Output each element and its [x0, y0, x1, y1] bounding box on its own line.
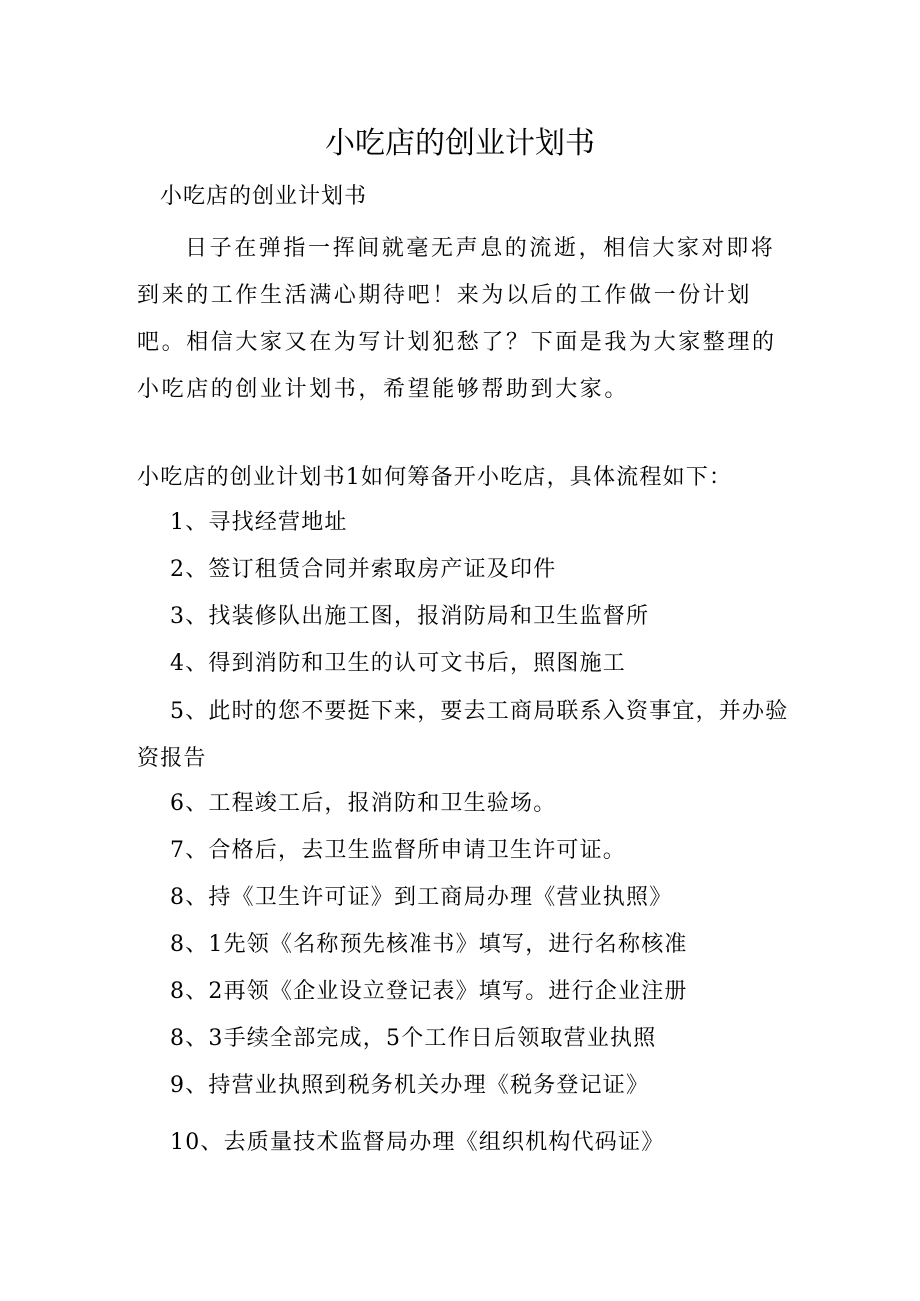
step-item: 7、合格后，去卫生监督所申请卫生许可证。 — [170, 838, 626, 863]
intro-paragraph: 日子在弹指一挥间就毫无声息的流逝，相信大家对即将到来的工作生活满心期待吧！来为以后的工作做一份计划吧。相信大家又在为写计划犯愁了？下面是我为大家整理的小吃店的创业计划书，希望能够帮助到大家。 — [137, 236, 777, 402]
step-item: 1、寻找经营地址 — [170, 510, 348, 535]
step-item: 4、得到消防和卫生的认可文书后，照图施工 — [170, 651, 626, 676]
step-item: 6、工程竣工后，报消防和卫生验场。 — [170, 791, 557, 816]
step-item: 8、持《卫生许可证》到工商局办理《营业执照》 — [170, 885, 673, 910]
step-item: 8、2再领《企业设立登记表》填写。进行企业注册 — [170, 979, 688, 1004]
step-item: 8、1先领《名称预先核准书》填写，进行名称核准 — [170, 932, 688, 957]
document-title: 小吃店的创业计划书 — [325, 126, 595, 161]
section-heading: 小吃店的创业计划书1如何筹备开小吃店，具体流程如下： — [137, 465, 733, 490]
document-subtitle: 小吃店的创业计划书 — [160, 184, 368, 209]
step-item: 9、持营业执照到税务机关办理《税务登记证》 — [170, 1073, 650, 1098]
step-item: 10、去质量技术监督局办理《组织机构代码证》 — [170, 1130, 665, 1155]
step-item: 3、找装修队出施工图，报消防局和卫生监督所 — [170, 604, 650, 629]
step-item: 2、签订租赁合同并索取房产证及印件 — [170, 557, 557, 582]
step-item: 5、此时的您不要挺下来，要去工商局联系入资事宜，并办验资报告 — [137, 699, 789, 771]
step-item: 8、3手续全部完成，5个工作日后领取营业执照 — [170, 1026, 657, 1051]
